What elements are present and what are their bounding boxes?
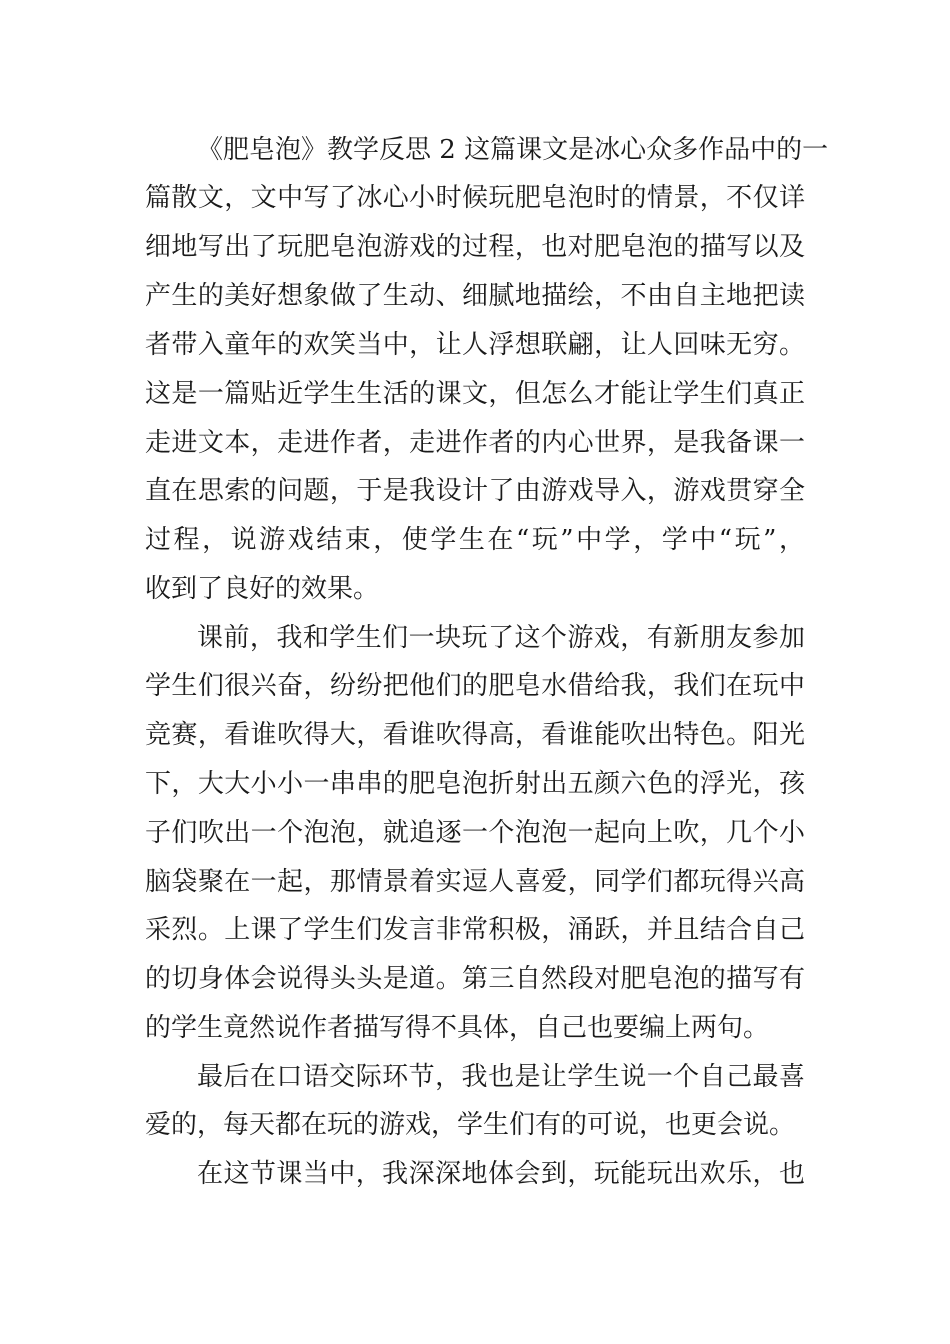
text-line: 的学生竟然说作者描写得不具体，自己也要编上两句。 <box>145 1013 770 1043</box>
text-line: 子们吹出一个泡泡，就追逐一个泡泡一起向上吹，几个小 <box>145 818 805 848</box>
text-line: 的切身体会说得头头是道。第三自然段对肥皂泡的描写有 <box>145 964 805 994</box>
text-line: 产生的美好想象做了生动、细腻地描绘，不由自主地把读 <box>145 281 805 311</box>
text-line: 脑袋聚在一起，那情景着实逗人喜爱，同学们都玩得兴高 <box>145 867 805 897</box>
text-line: 收到了良好的效果。 <box>145 574 380 604</box>
text-line: 这是一篇贴近学生生活的课文，但怎么才能让学生们真正 <box>145 379 805 409</box>
text-line: 《肥皂泡》教学反思 2 这篇课文是冰心众多作品中的一 <box>197 135 829 165</box>
text-line: 课前，我和学生们一块玩了这个游戏，有新朋友参加 <box>197 623 805 653</box>
text-line: 细地写出了玩肥皂泡游戏的过程，也对肥皂泡的描写以及 <box>145 232 805 262</box>
text-line: 下，大大小小一串串的肥皂泡折射出五颜六色的浮光，孩 <box>145 769 805 799</box>
text-line: 走进文本，走进作者，走进作者的内心世界，是我备课一 <box>145 428 805 458</box>
text-line: 竞赛，看谁吹得大，看谁吹得高，看谁能吹出特色。阳光 <box>145 720 805 750</box>
text-line: 者带入童年的欢笑当中，让人浮想联翩，让人回味无穷。 <box>145 330 805 360</box>
text-line: 直在思索的问题，于是我设计了由游戏导入，游戏贯穿全 <box>145 476 805 506</box>
text-line: 最后在口语交际环节，我也是让学生说一个自己最喜 <box>197 1062 805 1092</box>
text-line: 在这节课当中，我深深地体会到，玩能玩出欢乐，也 <box>197 1159 805 1189</box>
text-line: 学生们很兴奋，纷纷把他们的肥皂水借给我，我们在玩中 <box>145 671 805 701</box>
text-line: 采烈。上课了学生们发言非常积极，涌跃，并且结合自己 <box>145 915 805 945</box>
text-line: 过程，说游戏结束，使学生在“玩”中学，学中“玩”， <box>145 525 805 555</box>
text-line: 爱的，每天都在玩的游戏，学生们有的可说，也更会说。 <box>145 1110 796 1140</box>
text-line: 篇散文，文中写了冰心小时候玩肥皂泡时的情景，不仅详 <box>145 183 805 213</box>
